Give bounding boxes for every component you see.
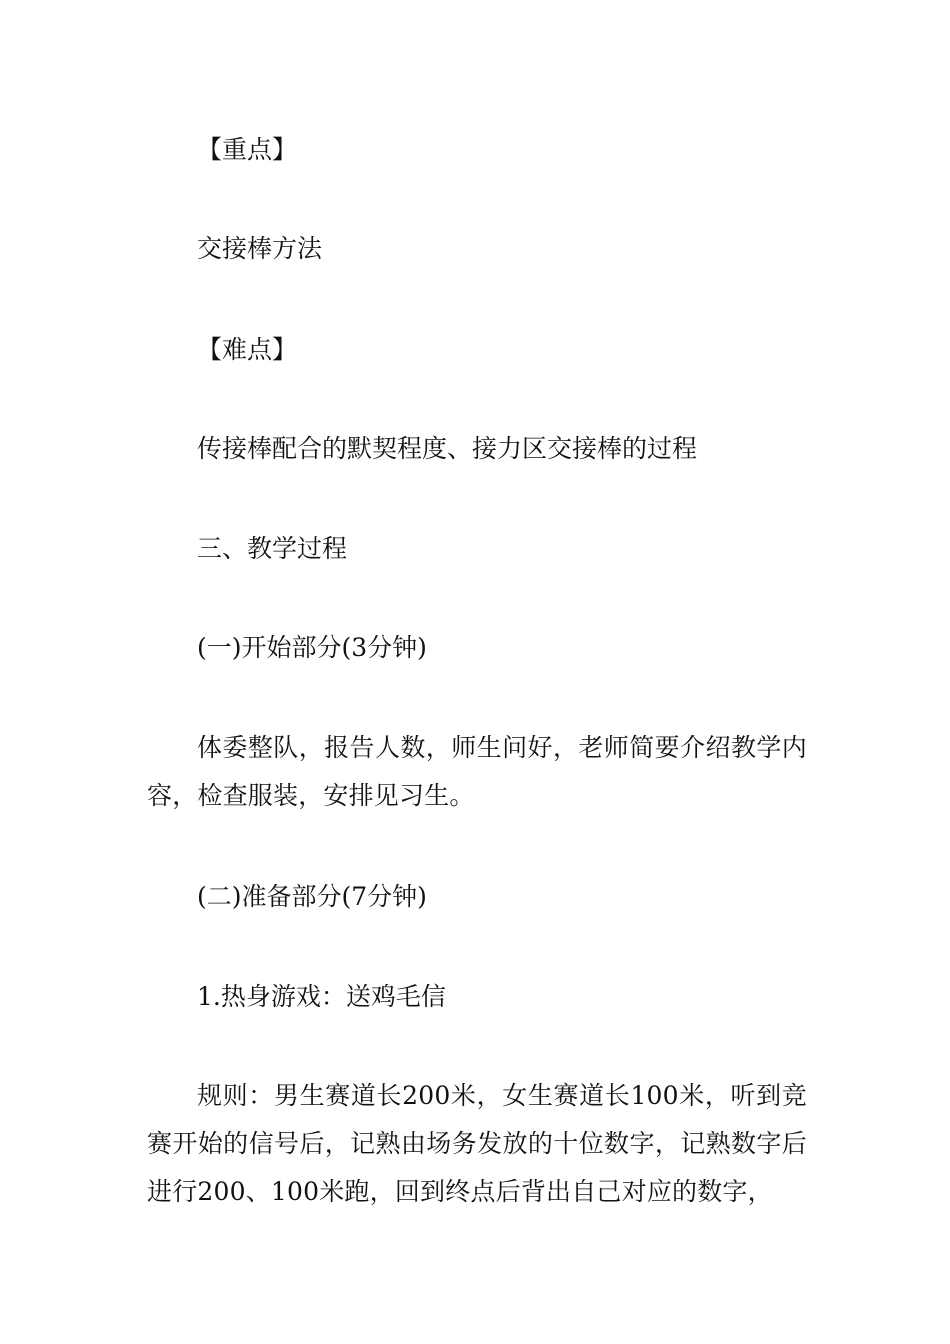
part-one-title: (一)开始部分(3分钟) bbox=[197, 633, 427, 662]
game-rules-body: 规则：男生赛道长200米，女生赛道长100米，听到竞赛开始的信号后，记熟由场务发放的十位数字，记熟数字后进行200、100米跑，回到终点后背出自己对应的数字， bbox=[147, 1081, 807, 1206]
key-point-text: 交接棒方法 bbox=[197, 234, 323, 263]
warmup-game-title: 1.热身游戏：送鸡毛信 bbox=[197, 982, 446, 1011]
heading-key-point: 【重点】 bbox=[197, 135, 298, 164]
part-one-body: 体委整队，报告人数，师生问好，老师简要介绍教学内容，检查服装，安排见习生。 bbox=[147, 733, 807, 810]
heading-difficulty: 【难点】 bbox=[197, 335, 298, 364]
difficulty-text: 传接棒配合的默契程度、接力区交接棒的过程 bbox=[197, 434, 698, 463]
section-three-title: 三、教学过程 bbox=[197, 534, 348, 563]
part-two-title: (二)准备部分(7分钟) bbox=[197, 882, 427, 911]
